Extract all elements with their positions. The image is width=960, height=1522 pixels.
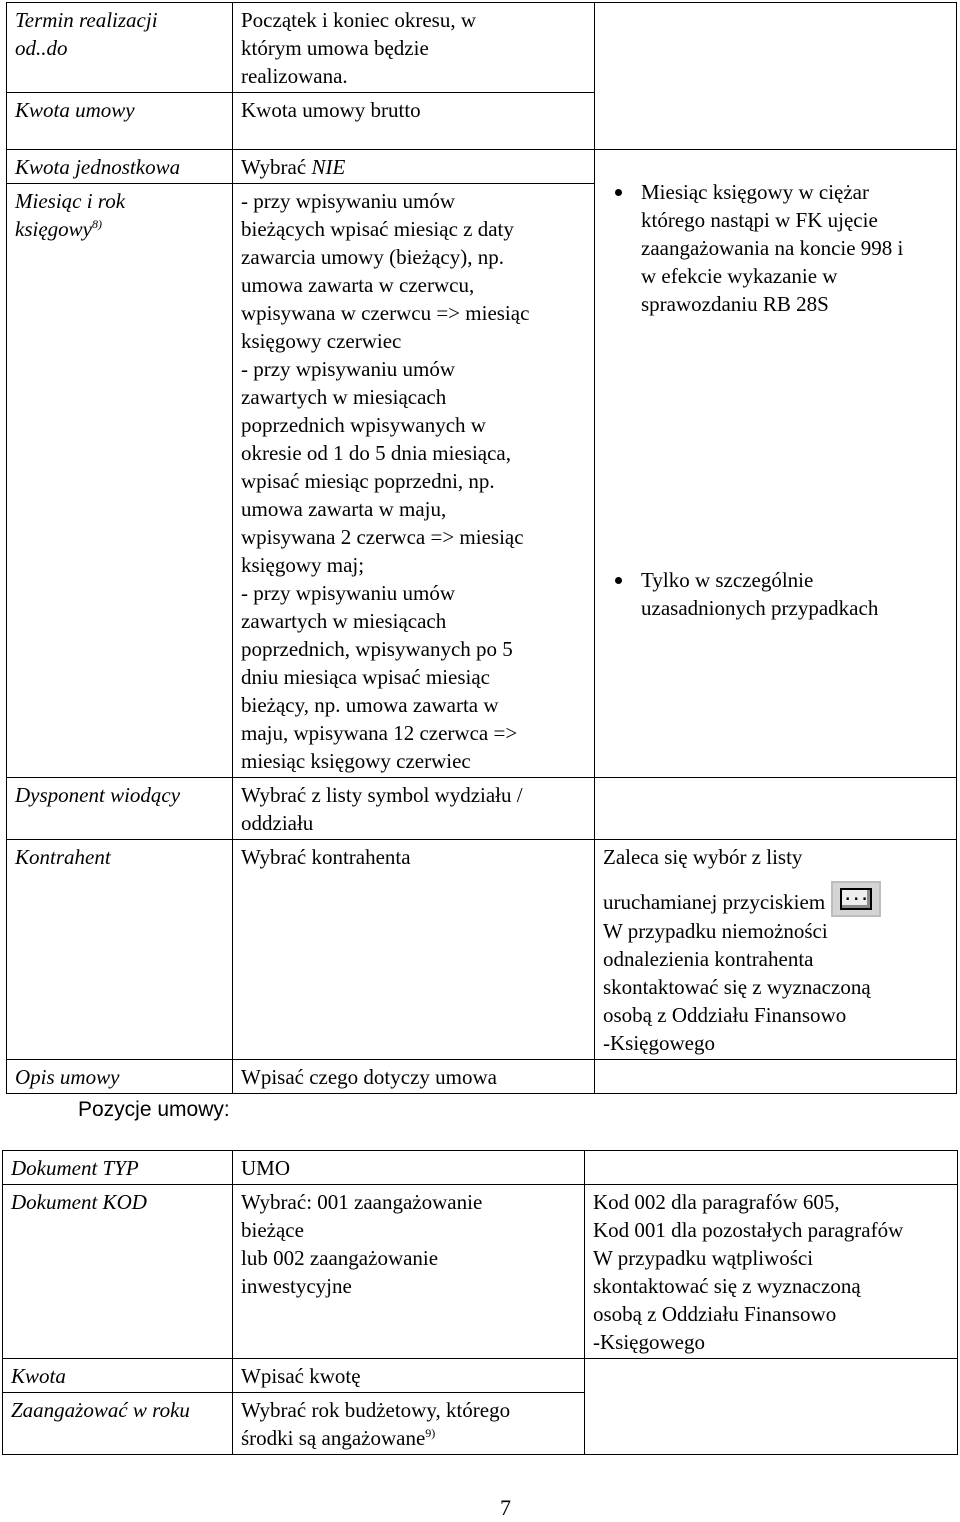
desc-line: wpisywana w czerwcu => miesiąc (241, 301, 530, 325)
desc-line: poprzednich, wpisywanych po 5 (241, 637, 513, 661)
ellipsis-glyph: ... (840, 888, 872, 910)
desc-line: poprzednich wpisywanych w (241, 413, 486, 437)
label-line: księgowy (15, 217, 92, 241)
note-line: Zaleca się wybór z listy (603, 845, 803, 869)
desc-line: zawartych w miesiącach (241, 385, 447, 409)
table-row (7, 840, 957, 1060)
note-line: zaangażowania na koncie 998 i (641, 236, 904, 260)
note-line: skontaktować się z wyznaczoną (593, 1274, 861, 1298)
desc-line: umowa zawarta w maju, (241, 497, 447, 521)
note-line: osobą z Oddziału Finansowo (603, 1003, 847, 1027)
field-description (233, 778, 595, 840)
note-line: uzasadnionych przypadkach (641, 596, 879, 620)
field-label (7, 3, 233, 93)
field-description: UMO (233, 1151, 585, 1185)
note-line: W przypadku niemożności (603, 919, 828, 943)
desc-line: bieżących wpisać miesiąc z daty (241, 217, 514, 241)
table-row (7, 778, 957, 840)
label-line: Termin realizacji (15, 8, 158, 32)
table-row (7, 1060, 957, 1094)
field-label: Kwota (3, 1359, 233, 1393)
desc-line: Wybrać rok budżetowy, którego (241, 1398, 511, 1422)
field-note (585, 1185, 958, 1359)
field-label: Kwota umowy (7, 93, 233, 150)
note-bullet (641, 566, 950, 622)
field-note (595, 1060, 957, 1094)
field-note (595, 150, 957, 778)
field-note (585, 1151, 958, 1185)
desc-line: okresie od 1 do 5 dnia miesiąca, (241, 441, 512, 465)
desc-line: księgowy maj; (241, 553, 365, 577)
desc-line: - przy wpisywaniu umów (241, 581, 456, 605)
desc-line: oddziału (241, 811, 314, 835)
field-description: Wpisać czego dotyczy umowa (233, 1060, 595, 1094)
desc-line: dniu miesiąca wpisać miesiąc (241, 665, 490, 689)
note-line: -Księgowego (603, 1031, 715, 1055)
note-line: W przypadku wątpliwości (593, 1246, 814, 1270)
field-description (233, 184, 595, 778)
field-label: Kontrahent (7, 840, 233, 1060)
desc-line: Początek i koniec okresu, w (241, 8, 477, 32)
desc-line: wpisać miesiąc poprzedni, np. (241, 469, 495, 493)
note-line: osobą z Oddziału Finansowo (593, 1302, 837, 1326)
label-line: Miesiąc i rok (15, 189, 126, 213)
field-note (585, 1359, 958, 1455)
desc-line: którym umowa będzie (241, 36, 429, 60)
note-bullet (641, 178, 950, 318)
field-label: Zaangażować w roku (3, 1393, 233, 1455)
desc-line: umowa zawarta w czerwcu, (241, 273, 475, 297)
table-row (3, 1359, 958, 1393)
desc-line: miesiąc księgowy czerwiec (241, 749, 471, 773)
field-description: Wybrać kontrahenta (233, 840, 595, 1060)
desc-line: wpisywana 2 czerwca => miesiąc (241, 525, 524, 549)
field-note (595, 3, 957, 150)
note-line: Tylko w szczególnie (641, 568, 814, 592)
note-line: Miesiąc księgowy w ciężar (641, 180, 869, 204)
field-label: Opis umowy (7, 1060, 233, 1094)
field-label: Dokument TYP (3, 1151, 233, 1185)
footnote-mark: 9) (425, 1426, 436, 1440)
note-bullet-list (603, 178, 950, 622)
note-line: którego nastąpi w FK ujęcie (641, 208, 878, 232)
field-label: Dysponent wiodący (7, 778, 233, 840)
table-row (7, 150, 957, 184)
desc-line: maju, wpisywana 12 czerwca => (241, 721, 518, 745)
note-line: Kod 002 dla paragrafów 605, (593, 1190, 840, 1214)
note-line: odnalezienia kontrahenta (603, 947, 814, 971)
note-line: Kod 001 dla pozostałych paragrafów (593, 1218, 904, 1242)
field-description: Kwota umowy brutto (233, 93, 595, 150)
desc-line: zawarcia umowy (bieżący), np. (241, 245, 504, 269)
desc-line: - przy wpisywaniu umów (241, 189, 456, 213)
desc-line: realizowana. (241, 64, 348, 88)
desc-italic: NIE (311, 155, 346, 179)
note-line: sprawozdaniu RB 28S (641, 292, 829, 316)
contract-fields-table (6, 2, 957, 1094)
table-row (3, 1151, 958, 1185)
ellipsis-button-icon (831, 881, 881, 917)
field-label: Dokument KOD (3, 1185, 233, 1359)
positions-table (2, 1150, 958, 1455)
desc-line: lub 002 zaangażowanie (241, 1246, 439, 1270)
page-number: 7 (500, 1495, 511, 1520)
desc-line: Wybrać z listy symbol wydziału / (241, 783, 523, 807)
field-label: Kwota jednostkowa (7, 150, 233, 184)
desc-line: inwestycyjne (241, 1274, 352, 1298)
desc-line: księgowy czerwiec (241, 329, 402, 353)
note-line: skontaktować się z wyznaczoną (603, 975, 871, 999)
desc-line: zawartych w miesiącach (241, 609, 447, 633)
field-note (595, 778, 957, 840)
note-line: uruchamianej przyciskiem (603, 890, 826, 914)
field-description (233, 3, 595, 93)
footnote-mark: 8) (91, 217, 102, 231)
note-line: -Księgowego (593, 1330, 705, 1354)
desc-prefix: Wybrać (241, 155, 312, 179)
note-line: w efekcie wykazanie w (641, 264, 838, 288)
desc-line: bieżące (241, 1218, 304, 1242)
desc-line: - przy wpisywaniu umów (241, 357, 456, 381)
label-line: od..do (15, 36, 68, 60)
section-heading: Pozycje umowy: (78, 1098, 230, 1121)
field-description: Wpisać kwotę (233, 1359, 585, 1393)
table-row (3, 1185, 958, 1359)
desc-line: środki są angażowane (241, 1426, 426, 1450)
field-label (7, 184, 233, 778)
field-note (595, 840, 957, 1060)
field-description (233, 150, 595, 184)
field-description (233, 1393, 585, 1455)
desc-line: Wybrać: 001 zaangażowanie (241, 1190, 483, 1214)
table-row (7, 3, 957, 93)
field-description (233, 1185, 585, 1359)
desc-line: bieżący, np. umowa zawarta w (241, 693, 499, 717)
